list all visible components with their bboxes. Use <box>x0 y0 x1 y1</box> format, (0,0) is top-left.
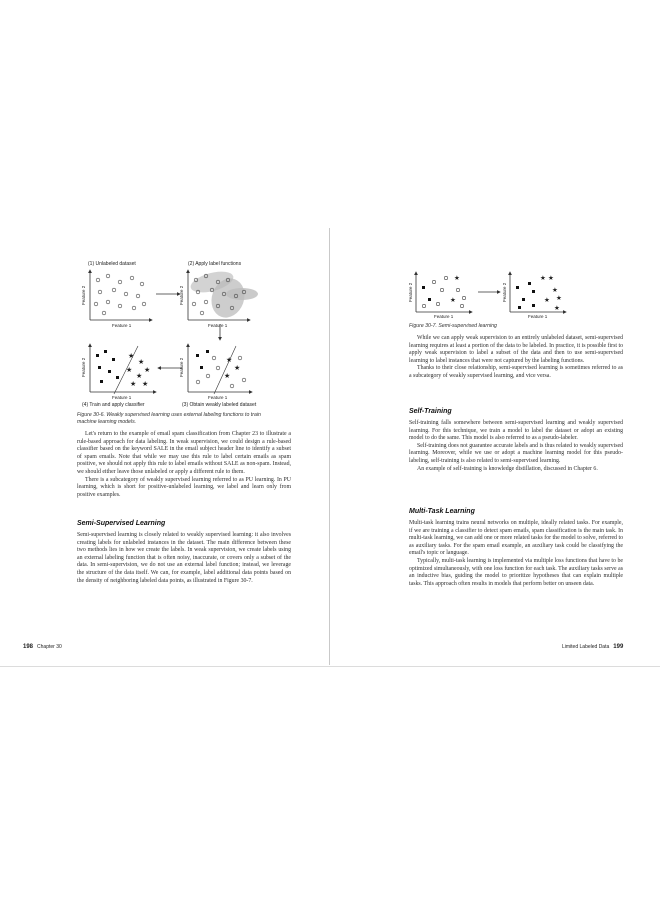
panel-1 <box>81 270 152 328</box>
multi-task-text <box>409 520 623 588</box>
svg-text:★: ★ <box>136 373 143 380</box>
semi-supervised-continued <box>409 335 623 381</box>
paragraph: Typically, multi-task learning is implemented via multiple loss functions that have to be optimized simultaneously, with one loss function for each task. The auxiliary tasks serve as an inductive bias, guiding the model to prioritize hypotheses that can explain multiple tasks. This approach often results in models that perform better on unseen data. <box>409 557 623 587</box>
panel-2 <box>179 268 258 328</box>
section-heading-self-training: Self-Training <box>409 408 452 415</box>
svg-text:★: ★ <box>226 357 233 364</box>
paragraph: Semi-supervised learning is closely related to weakly supervised learning: it also involves creating labels for unlabeled instances in the dataset. The main difference between these two methods lies in how we create the labels. In weak supervision, we create labels using an external labeling function that is often noisy, inaccurate, or covers only a subset of the data. In semi-supervision, we do not use an external label function; instead, we leverage the structure of the data itself. We can, for example, label additional data points based on the density of neighboring labeled data points, as illustrated in Figure 30-7. <box>77 532 291 584</box>
svg-text:★: ★ <box>556 295 562 302</box>
page-number: 198 <box>23 644 34 650</box>
page-number: 199 <box>613 644 624 650</box>
right-page <box>330 0 660 665</box>
svg-text:★: ★ <box>554 305 560 312</box>
svg-text:★: ★ <box>138 359 145 366</box>
svg-text:★: ★ <box>130 381 137 388</box>
panel-title-4: (4) Train and apply classifier <box>82 402 145 408</box>
axis-x-label: Feature 1 <box>112 395 132 400</box>
svg-text:★: ★ <box>548 275 554 282</box>
axis-x-label: Feature 1 <box>434 314 454 319</box>
svg-text:★: ★ <box>234 365 241 372</box>
semi-panel-after <box>502 272 566 319</box>
svg-text:★: ★ <box>142 381 149 388</box>
intro-text <box>77 431 291 499</box>
semi-supervised-text <box>77 532 291 585</box>
svg-text:★: ★ <box>552 287 558 294</box>
section-heading-multi-task: Multi-Task Learning <box>409 508 475 515</box>
panel-title-3: (3) Obtain weakly labeled dataset <box>182 402 257 408</box>
axis-y-label: Feature 2 <box>408 282 413 302</box>
axis-x-label: Feature 1 <box>112 323 132 328</box>
axis-y-label: Feature 2 <box>81 357 86 377</box>
svg-text:★: ★ <box>128 353 135 360</box>
svg-text:★: ★ <box>544 297 550 304</box>
axis-x-label: Feature 1 <box>208 323 228 328</box>
svg-text:★: ★ <box>224 373 231 380</box>
axis-x-label: Feature 1 <box>528 314 548 319</box>
paragraph: Let's return to the example of email spam classification from Chapter 23 to illustrate a rule-based approach for data labeling. In weak supervision, we could design a rule-based classifier based on the keyword SALE in the email subject header line to identify a subset of spam emails. Note that while we may use this rule to label certain emails as spam positive, we should not apply this rule to label emails without SALE as non-spam. Instead, we should either leave those unlabeled or apply a different rule to them. <box>77 431 291 475</box>
figure-6-caption: Figure 30-6. Weakly supervised learning uses external labeling functions to train machine learning models. <box>77 412 261 425</box>
svg-text:★: ★ <box>454 275 460 282</box>
paragraph: Multi-task learning trains neural networks on multiple, ideally related tasks. For example, if we are training a classifier to detect spam emails, spam classification is the main task. In multi-task learning, we can add one or more related tasks for the model to solve, referred to as auxiliary tasks. For the spam email example, an auxiliary task could be classifying the email's topic or language. <box>409 520 623 557</box>
svg-text:★: ★ <box>126 367 133 374</box>
panel-title-2: (2) Apply label functions <box>188 261 242 267</box>
svg-text:★: ★ <box>450 297 456 304</box>
section-heading-semi-supervised: Semi-Supervised Learning <box>77 520 166 527</box>
panel-3 <box>179 344 252 400</box>
axis-y-label: Feature 2 <box>502 282 507 302</box>
paragraph: There is a subcategory of weakly supervised learning referred to as PU learning. In PU learning, which is short for positive-unlabeled learning, we label and learn only from positive examples. <box>77 476 291 498</box>
running-head: Limited Labeled Data <box>562 644 610 650</box>
axis-y-label: Feature 2 <box>81 285 86 305</box>
paragraph: Self-training does not guarantee accurate labels and is thus related to weakly supervised learning. Moreover, while we use or adopt a machine learning model for this pseudo-labeling, self-training is also related to semi-supervised learning. <box>409 442 623 464</box>
right-folio <box>562 644 627 650</box>
running-head: Chapter 30 <box>37 644 62 650</box>
axis-x-label: Feature 1 <box>208 395 228 400</box>
figure-30-6 <box>76 258 286 410</box>
svg-text:★: ★ <box>144 367 151 374</box>
paragraph: While we can apply weak supervision to an entirely unlabeled dataset, semi-supervised learning requires at least a portion of the data to be labeled. In practice, it is possible first to apply weak supervision to label a subset of the data and then to use semi-supervised learning to label instances that were not captured by the labeling functions. <box>409 335 623 364</box>
axis-y-label: Feature 2 <box>179 357 184 377</box>
paragraph: Thanks to their close relationship, semi-supervised learning is sometimes referred to as a subcategory of weakly supervised learning, and vice versa. <box>409 365 623 379</box>
spread-bottom-edge <box>0 666 660 667</box>
left-page <box>0 0 330 665</box>
figure-7-caption: Figure 30-7. Semi-supervised learning <box>409 323 497 329</box>
panel-4 <box>81 344 156 400</box>
paragraph: Self-training falls somewhere between semi-supervised learning and weakly supervised learning. For this technique, we train a model to label the dataset or adopt an existing model to do the same. This model is also referred to as a pseudo-labeler. <box>409 420 623 442</box>
svg-text:★: ★ <box>540 275 546 282</box>
axis-y-label: Feature 2 <box>179 285 184 305</box>
paragraph: An example of self-training is knowledge distillation, discussed in Chapter 6. <box>417 465 598 472</box>
semi-panel-before <box>408 272 472 319</box>
left-folio <box>19 644 62 650</box>
self-training-text <box>409 420 623 473</box>
panel-title-1: (1) Unlabeled dataset <box>88 261 136 267</box>
figure-30-7 <box>406 268 576 320</box>
